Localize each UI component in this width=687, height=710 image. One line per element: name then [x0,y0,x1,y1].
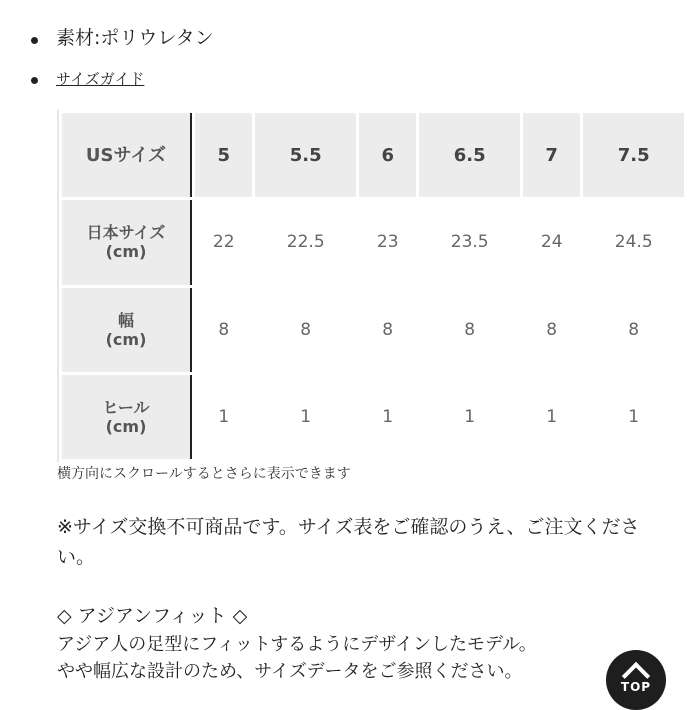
material-item [31,26,214,66]
cell-us-size: 6.5 [419,113,520,197]
fit-heading: ◇ アジアンフィット ◇ [57,605,248,627]
table-row-width [62,288,684,372]
size-guide-link[interactable]: サイズガイド [56,70,145,88]
size-guide-item [31,66,214,106]
cell-heel: 1 [359,375,416,459]
product-details-list [31,26,214,106]
fit-description [57,631,657,685]
size-table [57,110,687,462]
cell-jp-size: 23 [359,200,416,284]
cell-jp-size: 24 [523,200,580,284]
cell-heel: 1 [583,375,684,459]
cell-width: 8 [523,288,580,372]
exchange-notice: ※サイズ交換不可商品です。サイズ表をご確認のうえ、ご注文ください。 [57,516,640,568]
scroll-hint: 横方向にスクロールするとさらに表示できます [57,466,351,482]
size-table-scroll-container[interactable] [57,110,687,462]
cell-jp-size: 22.5 [255,200,356,284]
cell-width: 8 [195,288,252,372]
row-label-jp-size: 日本サイズ (cm) [62,200,192,284]
table-row-us-size [62,113,684,197]
material-text: 素材:ポリウレタン [56,27,214,49]
scroll-to-top-label: TOP [620,680,652,694]
cell-us-size: 5.5 [255,113,356,197]
cell-width: 8 [583,288,684,372]
row-label-width: 幅 (cm) [62,288,192,372]
cell-heel: 1 [419,375,520,459]
cell-us-size: 7 [523,113,580,197]
cell-jp-size: 24.5 [583,200,684,284]
fit-description-line: やや幅広な設計のため、サイズデータをご参照ください。 [57,661,523,682]
row-label-heel: ヒール (cm) [62,375,192,459]
cell-us-size: 7.5 [583,113,684,197]
cell-jp-size: 23.5 [419,200,520,284]
cell-heel: 1 [523,375,580,459]
table-row-jp-size [62,200,684,284]
cell-width: 8 [359,288,416,372]
cell-width: 8 [419,288,520,372]
cell-us-size: 6 [359,113,416,197]
cell-heel: 1 [255,375,356,459]
fit-description-line: アジア人の足型にフィットするようにデザインしたモデル。 [57,634,537,655]
cell-jp-size: 22 [195,200,252,284]
cell-width: 8 [255,288,356,372]
row-label-us-size: USサイズ [62,113,192,197]
cell-heel: 1 [195,375,252,459]
scroll-to-top-button[interactable] [606,650,666,710]
table-row-heel [62,375,684,459]
cell-us-size: 5 [195,113,252,197]
